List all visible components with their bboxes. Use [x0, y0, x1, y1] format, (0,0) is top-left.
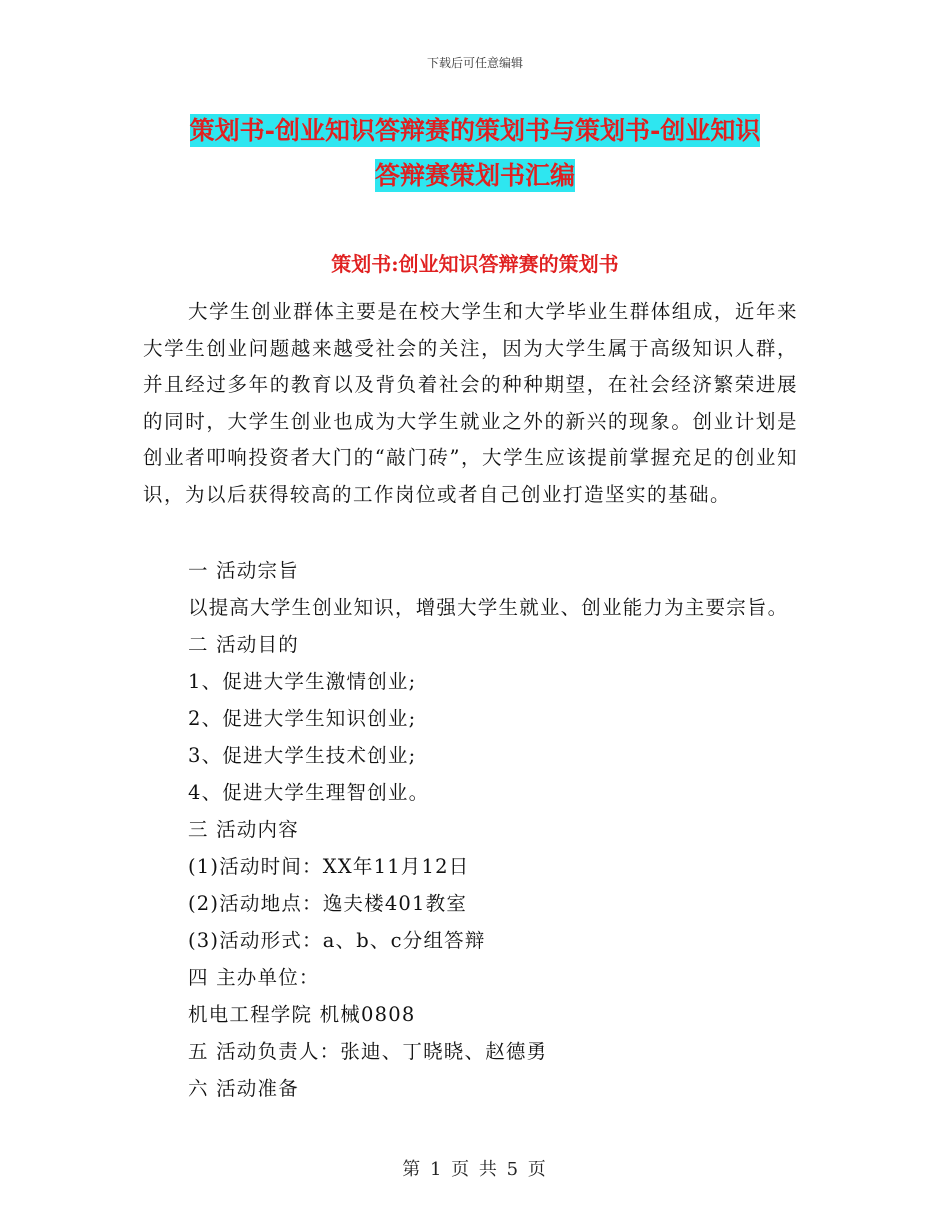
heading-responsible: 五 活动负责人：张迪、丁晓晓、赵德勇: [188, 1040, 548, 1063]
content-item: (3)活动形式：a、b、c分组答辩: [188, 929, 486, 952]
intro-paragraph: 大学生创业群体主要是在校大学生和大学毕业生群体组成，近年来大学生创业问题越来越受社会的关注，因为大学生属于高级知识人群，并且经过多年的教育以及背负着社会的种种期望，在社会经济繁荣进展的同时，大学生创业也成为大学生就业之外的新兴的现象。创业计划是创业者叩响投资者大门的“敲门砖”，大学生应该提前掌握充足的创业知识，为以后获得较高的工作岗位或者自己创业打造坚实的基础。: [143, 300, 798, 506]
document-title-line-1: 策划书-创业知识答辩赛的策划书与策划书-创业知识: [189, 116, 761, 145]
section-title: 策划书:创业知识答辩赛的策划书: [331, 252, 619, 276]
page-header: 下载后可任意编辑: [426, 56, 523, 70]
heading-organizer: 四 主办单位：: [188, 966, 320, 989]
heading-content: 三 活动内容: [188, 818, 299, 841]
goal-item: 2、促进大学生知识创业;: [188, 707, 417, 730]
content-item: (2)活动地点：逸夫楼401教室: [188, 892, 468, 915]
goal-item: 4、促进大学生理智创业。: [188, 781, 430, 804]
organizer-text: 机电工程学院 机械0808: [188, 1003, 416, 1026]
document-title: [150, 108, 800, 198]
heading-purpose: 一 活动宗旨: [188, 559, 299, 582]
document-title-line-2: 答辩赛策划书汇编: [374, 161, 575, 190]
content-item: (1)活动时间：XX年11月12日: [188, 855, 470, 878]
page-footer: 第 1 页 共 5 页: [402, 1159, 548, 1180]
heading-goals: 二 活动目的: [188, 633, 299, 656]
purpose-text: 以提高大学生创业知识，增强大学生就业、创业能力为主要宗旨。: [188, 596, 789, 619]
content-list: [188, 552, 828, 1107]
goal-item: 3、促进大学生技术创业;: [188, 744, 417, 767]
goal-item: 1、促进大学生激情创业;: [188, 670, 417, 693]
heading-preparation: 六 活动准备: [188, 1077, 299, 1100]
